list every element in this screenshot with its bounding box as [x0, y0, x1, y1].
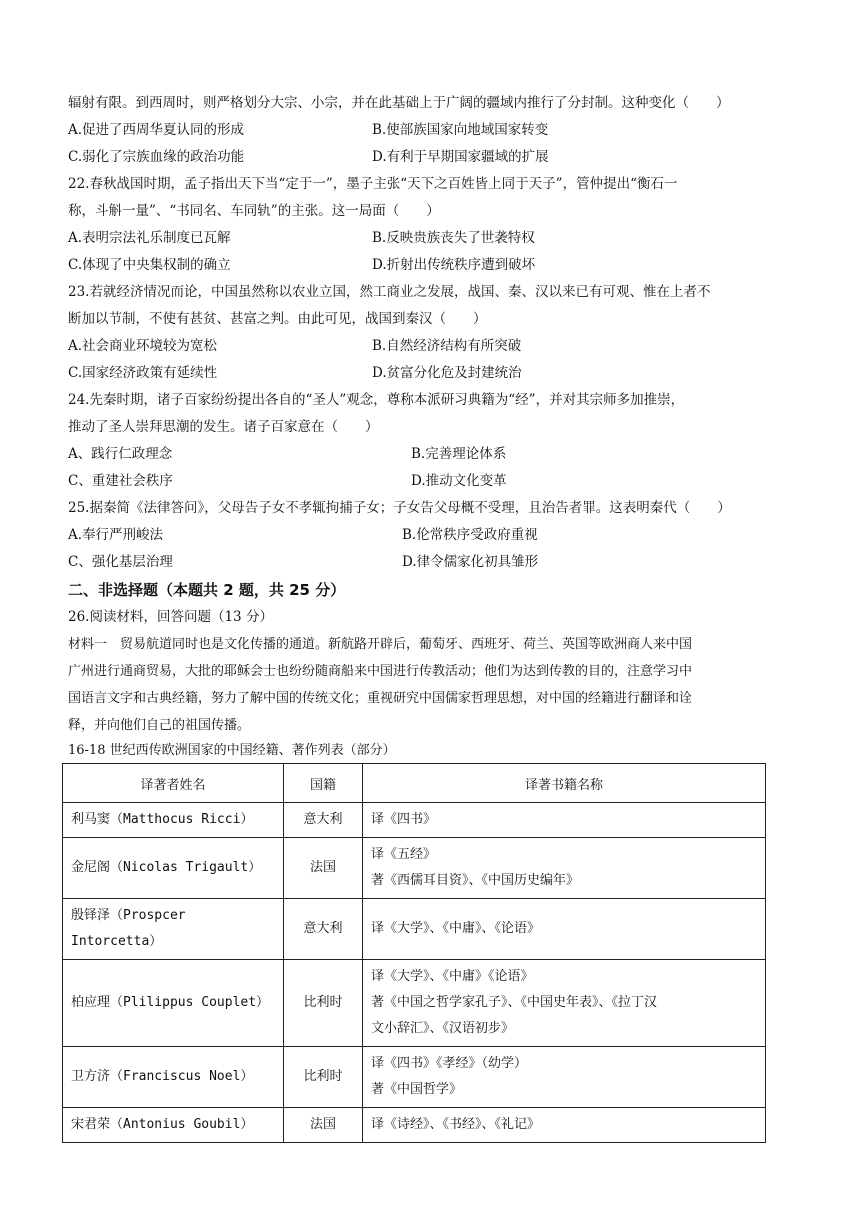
q24-options-row1 — [68, 441, 792, 468]
q24-option-b: B.完善理论体系 — [411, 446, 507, 462]
q23-options-row1 — [68, 333, 792, 360]
book-line: 译《五经》 — [371, 847, 437, 862]
table-row — [63, 803, 766, 838]
translator-name: 柏应理（Plilippus Couplet） — [63, 960, 284, 1047]
translator-name: 殷铎泽（Prospcer Intorcetta） — [63, 899, 284, 960]
q23-option-d: D.贫富分化危及封建统治 — [372, 365, 522, 381]
q25-stem-line1: 25.据秦简《法律答问》，父母告子女不孝辄拘捕子女；子女告父母概不受理，且治告者罪。这表明秦代（ ） — [68, 500, 731, 516]
q24-stem-line1: 24.先秦时期，诸子百家纷纷提出各自的“圣人”观念，尊称本派研习典籍为“经”，并对其宗师多加推崇， — [68, 392, 685, 408]
q21-stem-tail: 辐射有限。到西周时，则严格划分大宗、小宗，并在此基础上于广阔的疆域内推行了分封制。这种变化（ ） — [68, 95, 730, 111]
q25-option-c: C、强化基层治理 — [68, 554, 173, 570]
q22-option-d: D.折射出传统秩序遭到破坏 — [372, 257, 536, 273]
translator-name: 金尼阁（Nicolas Trigault） — [63, 838, 284, 899]
table-header-row — [63, 764, 766, 803]
q22-options-row2 — [68, 252, 792, 279]
q25-options-row2 — [68, 549, 792, 576]
books-cell — [363, 838, 766, 899]
table-row — [63, 1108, 766, 1143]
q26-stem: 26.阅读材料，回答问题（13 分） — [68, 609, 273, 625]
material-1-line: 释，并向他们自己的祖国传播。 — [68, 718, 251, 733]
translator-name: 宋君荣（Antonius Goubil） — [63, 1108, 284, 1143]
nationality: 比利时 — [284, 1047, 363, 1108]
q24-stem-line2: 推动了圣人崇拜思潮的发生。诸子百家意在（ ） — [68, 419, 379, 435]
exam-page — [68, 90, 792, 1143]
table-row — [63, 838, 766, 899]
book-line: 著《中国之哲学家孔子》、《中国史年表》、《拉丁汉 — [371, 995, 658, 1010]
nationality: 法国 — [284, 1108, 363, 1143]
q22-stem-line2: 称，斗斛一量”、“书同名、车同轨”的主张。这一局面（ ） — [68, 203, 440, 219]
q22-option-a: A.表明宗法礼乐制度已瓦解 — [68, 230, 231, 246]
header-books: 译著书籍名称 — [363, 764, 766, 803]
q22-option-c: C.体现了中央集权制的确立 — [68, 257, 231, 273]
section-2-title: 二、非选择题（本题共 2 题，共 25 分） — [68, 581, 346, 599]
q25-options-row1 — [68, 522, 792, 549]
material-1 — [68, 631, 792, 739]
q23-stem-line2: 断加以节制，不使有甚贫、甚富之判。由此可见，战国到秦汉（ ） — [68, 311, 487, 327]
books-cell — [363, 1108, 766, 1143]
q22-option-b: B.反映贵族丧失了世袭特权 — [372, 230, 535, 246]
books-cell — [363, 899, 766, 960]
book-line: 译《四书》 — [371, 812, 437, 827]
q23-option-b: B.自然经济结构有所突破 — [372, 338, 522, 354]
q21-option-c: C.弱化了宗族血缘的政治功能 — [68, 149, 245, 165]
q21-option-a: A.促进了西周华夏认同的形成 — [68, 122, 245, 138]
q25-option-a: A.奉行严刑峻法 — [68, 527, 164, 543]
header-nationality: 国籍 — [284, 764, 363, 803]
q21-options-row2 — [68, 144, 792, 171]
book-line: 著《西儒耳目资》、《中国历史编年》 — [371, 873, 580, 888]
nationality: 意大利 — [284, 899, 363, 960]
book-line: 译《四书》《孝经》（幼学） — [371, 1056, 528, 1071]
q25-option-b: B.伦常秩序受政府重视 — [402, 527, 538, 543]
q23-stem-line1: 23.若就经济情况而论，中国虽然称以农业立国，然工商业之发展，战国、秦、汉以来已有可观、惟在上者不 — [68, 284, 711, 300]
q23-option-c: C.国家经济政策有延续性 — [68, 365, 218, 381]
book-line: 著《中国哲学》 — [371, 1082, 463, 1097]
material-1-line: 材料一 贸易航道同时也是文化传播的通道。新航路开辟后，葡萄牙、西班牙、荷兰、英国等欧洲商人来中国 — [68, 637, 693, 652]
book-line: 译《大学》、《中庸》《论语》 — [371, 969, 534, 984]
table-row — [63, 1047, 766, 1108]
translations-table — [62, 763, 766, 1143]
q22-stem-line1: 22.春秋战国时期，孟子指出天下当“定于一”，墨子主张“天下之百姓皆上同于天子”，管仲提出“衡石一 — [68, 176, 678, 192]
nationality: 比利时 — [284, 960, 363, 1047]
book-line: 译《诗经》、《书经》、《礼记》 — [371, 1117, 541, 1132]
q24-option-a: A、践行仁政理念 — [68, 446, 173, 462]
books-cell — [363, 803, 766, 838]
q24-option-d: D.推动文化变革 — [411, 473, 507, 489]
q21-option-d: D.有利于早期国家疆域的扩展 — [372, 149, 549, 165]
q22-options-row1 — [68, 225, 792, 252]
q23-options-row2 — [68, 360, 792, 387]
translator-name: 卫方济（Franciscus Noel） — [63, 1047, 284, 1108]
q24-options-row2 — [68, 468, 792, 495]
table-row — [63, 960, 766, 1047]
header-translator: 译著者姓名 — [63, 764, 284, 803]
q24-option-c: C、重建社会秩序 — [68, 473, 173, 489]
nationality: 法国 — [284, 838, 363, 899]
table-row — [63, 899, 766, 960]
table-caption: 16-18 世纪西传欧洲国家的中国经籍、著作列表（部分） — [68, 743, 396, 758]
books-cell — [363, 1047, 766, 1108]
q21-options-row1 — [68, 117, 792, 144]
material-1-line: 广州进行通商贸易，大批的耶稣会士也纷纷随商船来中国进行传教活动；他们为达到传教的目的，注意学习中 — [68, 664, 693, 679]
q21-option-b: B.使部族国家向地域国家转变 — [372, 122, 549, 138]
books-cell — [363, 960, 766, 1047]
book-line: 译《大学》、《中庸》、《论语》 — [371, 921, 541, 936]
translator-name: 利马窦（Matthocus Ricci） — [63, 803, 284, 838]
material-1-line: 国语言文字和古典经籍，努力了解中国的传统文化；重视研究中国儒家哲理思想，对中国的经籍进行翻译和诠 — [68, 691, 693, 706]
q25-option-d: D.律令儒家化初具雏形 — [402, 554, 539, 570]
q23-option-a: A.社会商业环境较为宽松 — [68, 338, 218, 354]
book-line: 文小辞汇》、《汉语初步》 — [371, 1021, 515, 1036]
nationality: 意大利 — [284, 803, 363, 838]
